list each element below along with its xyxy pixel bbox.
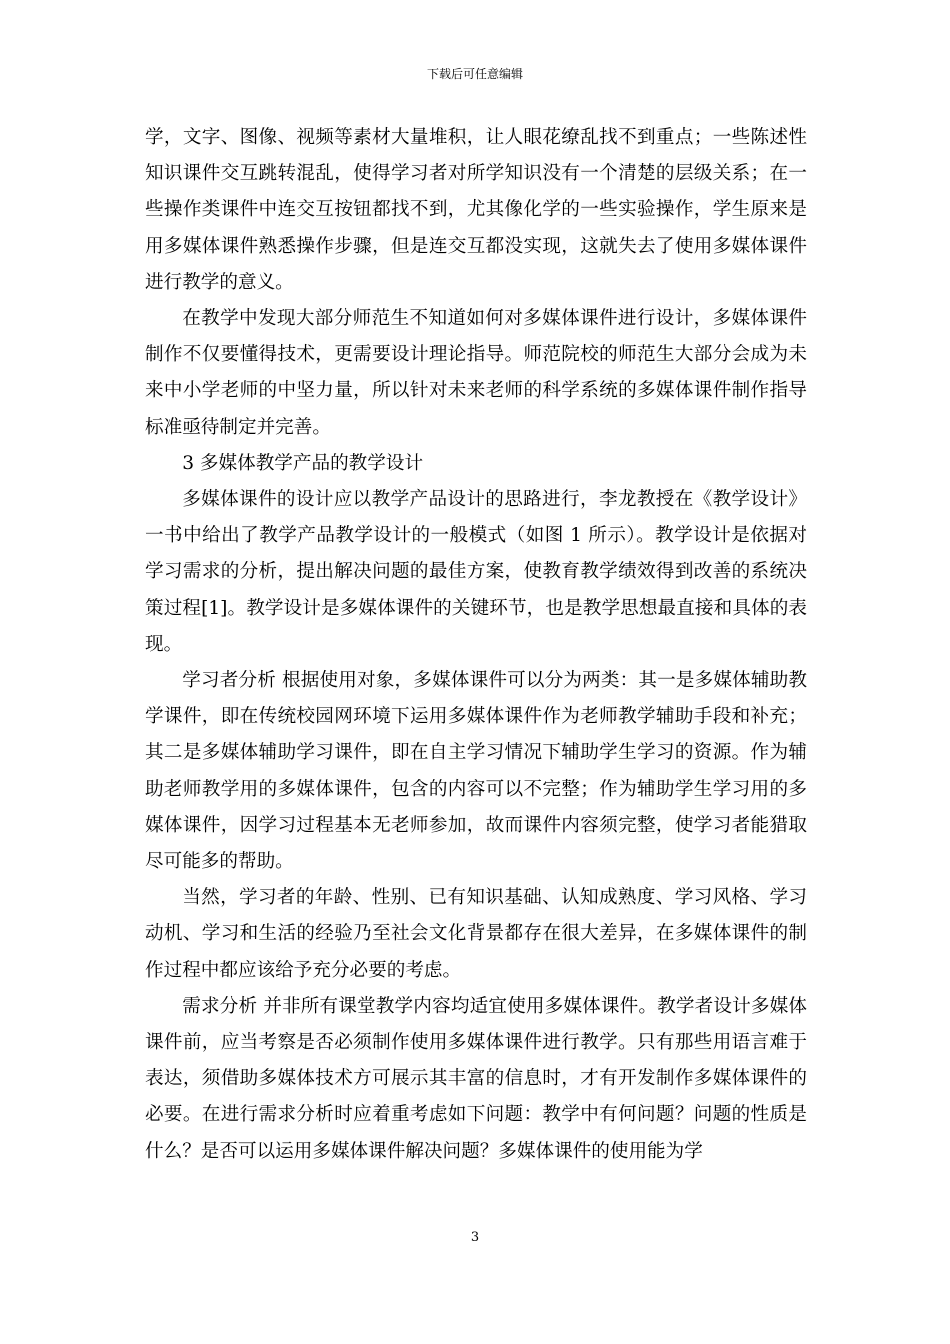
paragraph-learner-differences: 当然，学习者的年龄、性别、已有知识基础、认知成熟度、学习风格、学习动机、学习和生活的经验乃至社会文化背景都存在很大差异，在多媒体课件的制作过程中都应该给予充分必要的考虑。 bbox=[145, 887, 807, 981]
page-number: 3 bbox=[470, 1230, 480, 1245]
paragraph-needs-analysis: 需求分析 并非所有课堂教学内容均适宜使用多媒体课件。教学者设计多媒体课件前，应当考察是否必须制作使用多媒体课件进行教学。只有那些用语言难于表达，须借助多媒体技术方可展示其丰富的信息时，才有开发制作多媒体课件的必要。在进行需求分析时应着重考虑如下问题：教学中有何问题？问题的性质是什么？是否可以运用多媒体课件解决问题？多媒体课件的使用能为学 bbox=[145, 995, 807, 1162]
document-body bbox=[145, 120, 807, 1170]
paragraph-instructional-design: 多媒体课件的设计应以教学产品设计的思路进行，李龙教授在《教学设计》一书中给出了教学产品教学设计的一般模式（如图 1 所示）。教学设计是依据对学习需求的分析，提出解决问题的最佳方案，使教育教学绩效得到改善的系统决策过程[1]。教学设计是多媒体课件的关键环节，也是教学思想最直接和具体的表现。 bbox=[145, 489, 807, 655]
paragraph-learner-analysis: 学习者分析 根据使用对象，多媒体课件可以分为两类：其一是多媒体辅助教学课件，即在传统校园网环境下运用多媒体课件作为老师教学辅助手段和补充；其二是多媒体辅助学习课件，即在自主学习情况下辅助学生学习的资源。作为辅助老师教学用的多媒体课件，包含的内容可以不完整；作为辅助学生学习用的多媒体课件，因学习过程基本无老师参加，故而课件内容须完整，使学习者能猎取尽可能多的帮助。 bbox=[145, 670, 807, 873]
paragraph-teacher-training: 在教学中发现大部分师范生不知道如何对多媒体课件进行设计，多媒体课件制作不仅要懂得技术，更需要设计理论指导。师范院校的师范生大部分会成为未来中小学老师的中坚力量，所以针对未来老师的科学系统的多媒体课件制作指导标准亟待制定并完善。 bbox=[145, 308, 807, 438]
section-heading: 3 多媒体教学产品的教学设计 bbox=[182, 452, 424, 474]
page-header: 下载后可任意编辑 bbox=[426, 67, 523, 81]
paragraph-continuation: 学，文字、图像、视频等素材大量堆积，让人眼花缭乱找不到重点；一些陈述性知识课件交互跳转混乱，使得学习者对所学知识没有一个清楚的层级关系；在一些操作类课件中连交互按钮都找不到，尤其像化学的一些实验操作，学生原来是用多媒体课件熟悉操作步骤，但是连交互都没实现，这就失去了使用多媒体课件进行教学的意义。 bbox=[145, 127, 807, 293]
